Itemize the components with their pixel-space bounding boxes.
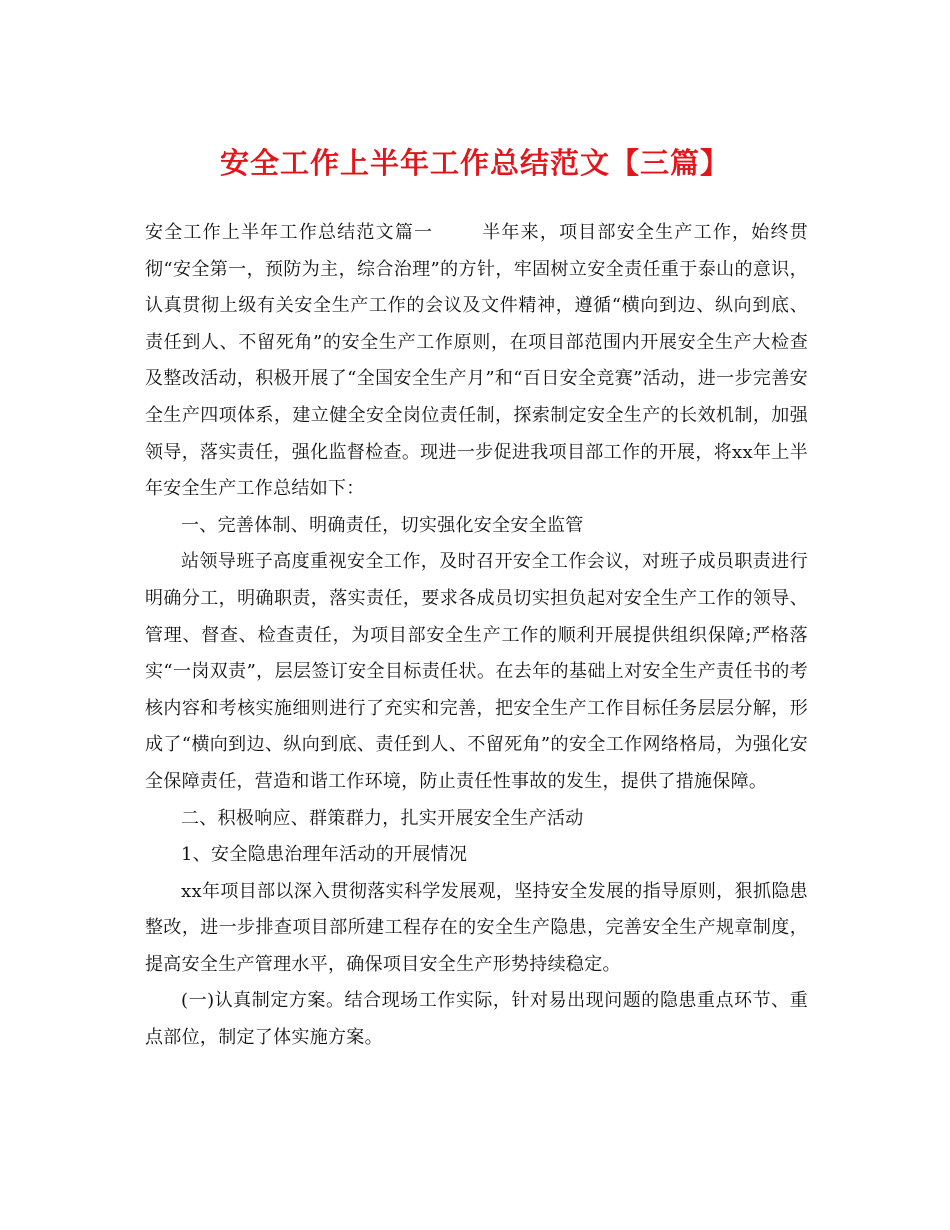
document-body bbox=[145, 215, 808, 1057]
heading-section-1: 一、完善体制、明确责任，切实强化安全安全监管 bbox=[181, 514, 584, 536]
heading-section-2: 二、积极响应、群策群力，扎实开展安全生产活动 bbox=[181, 807, 584, 829]
section-lead: 安全工作上半年工作总结范文篇一 bbox=[145, 222, 434, 243]
paragraph-2: 站领导班子高度重视安全工作，及时召开安全工作会议，对班子成员职责进行明确分工，明确职责，落实责任，要求各成员切实担负起对安全生产工作的领导、管理、督查、检查责任，为项目部安全生产工作的顺利开展提供组织保障;严格落实“一岗双责”，层层签订安全目标责任状。在去年的基础上对安全生产责任书的考核内容和考核实施细则进行了充实和完善，把安全生产工作目标任务层层分解，形成了“横向到边、纵向到底、责任到人、不留死角”的安全工作网络格局，为强化安全保障责任，营造和谐工作环境，防止责任性事故的发生，提供了措施保障。 bbox=[145, 551, 808, 792]
paragraph-1-text: 半年来，项目部安全生产工作，始终贯彻“安全第一，预防为主，综合治理”的方针，牢固树立安全责任重于泰山的意识，认真贯彻上级有关安全生产工作的会议及文件精神，遵循“横向到边、纵向到底、责任到人、不留死角”的安全生产工作原则，在项目部范围内开展安全生产大检查及整改活动，积极开展了“全国安全生产月”和“百日安全竞赛”活动，进一步完善安全生产四项体系，建立健全安全岗位责任制，探索制定安全生产的长效机制，加强领导，落实责任，强化监督检查。现进一步促进我项目部工作的开展，将xx年上半年安全生产工作总结如下： bbox=[145, 222, 808, 500]
page-title: 安全工作上半年工作总结范文【三篇】 bbox=[219, 146, 730, 180]
paragraph-4: (一)认真制定方案。结合现场工作实际，针对易出现问题的隐患重点环节、重点部位，制定了体实施方案。 bbox=[145, 990, 808, 1049]
paragraph-1 bbox=[145, 215, 808, 508]
paragraph-3: xx年项目部以深入贯彻落实科学发展观，坚持安全发展的指导原则，狠抓隐患整改，进一步排查项目部所建工程存在的安全生产隐患，完善安全生产规章制度，提高安全生产管理水平，确保项目安全生产形势持续稳定。 bbox=[145, 880, 808, 975]
subheading-1: 1、安全隐患治理年活动的开展情况 bbox=[181, 844, 468, 866]
